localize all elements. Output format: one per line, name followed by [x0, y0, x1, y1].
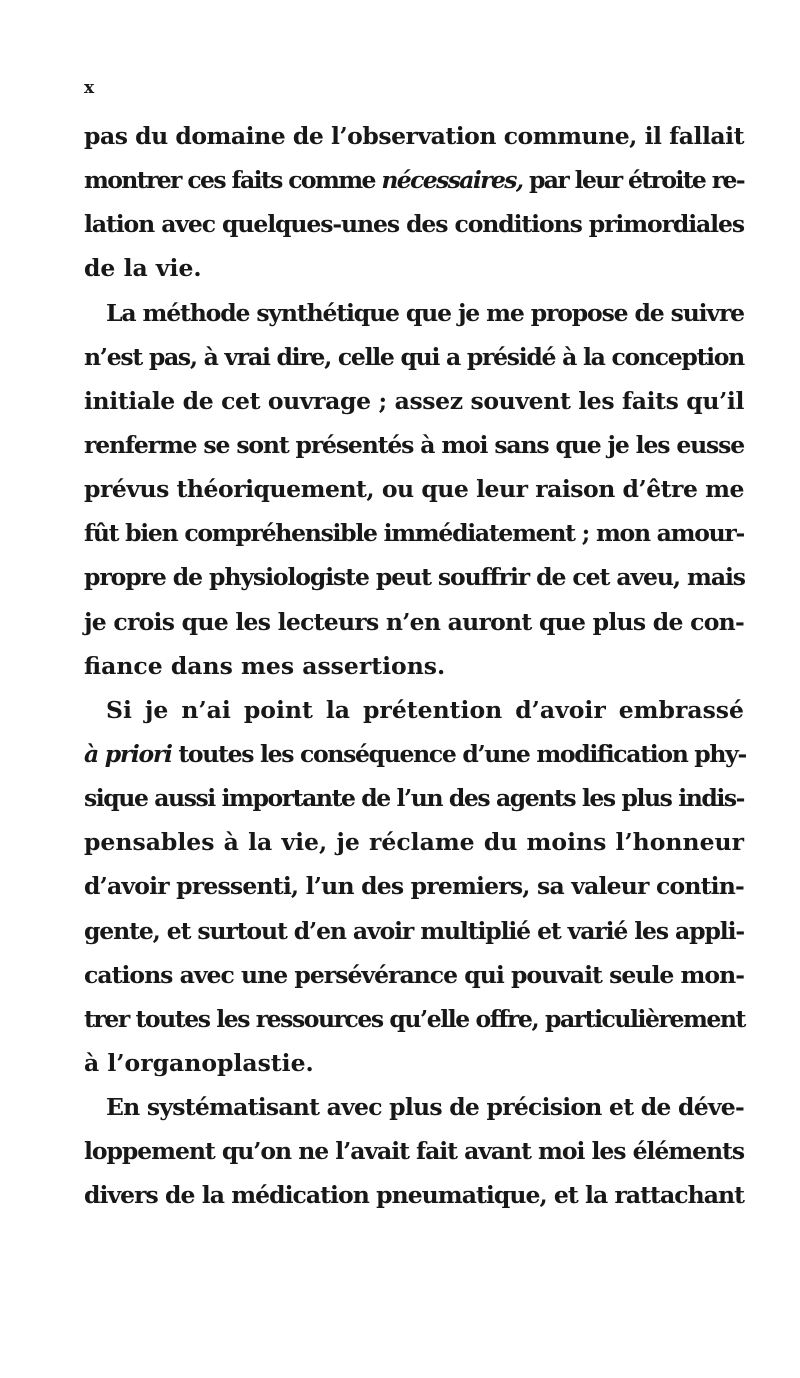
- text-span: montrer ces faits comme: [84, 166, 382, 195]
- text-line: loppement qu’on ne l’avait fait avant moi les éléments: [84, 1137, 744, 1166]
- paragraph-end-line: de la vie.: [84, 254, 202, 283]
- text-line: initiale de cet ouvrage ; assez souvent les faits qu’il: [84, 386, 744, 415]
- paragraph-end-line: fiance dans mes assertions.: [84, 651, 446, 680]
- text-line: [84, 158, 744, 202]
- text-line: sique aussi importante de l’un des agents les plus indis-: [84, 784, 744, 813]
- text-line: lation avec quelques-unes des conditions primordiales: [84, 210, 744, 239]
- text-line: n’est pas, à vrai dire, celle qui a présidé à la conception: [84, 342, 744, 371]
- text-line: prévus théoriquement, ou que leur raison d’être me: [84, 475, 744, 504]
- text-line: [84, 732, 744, 776]
- text-line: je crois que les lecteurs n’en auront que plus de con-: [84, 607, 744, 636]
- paragraph-start-line: La méthode synthétique que je me propose de suivre: [106, 298, 744, 327]
- text-span: par leur étroite re-: [522, 166, 744, 195]
- page-number: x: [84, 78, 95, 98]
- body-text: [84, 114, 744, 1218]
- text-span: toutes les conséquence d’une modification phy-: [171, 739, 746, 768]
- italic-text: nécessaires,: [381, 166, 523, 195]
- text-line: pensables à la vie, je réclame du moins l’honneur: [84, 828, 744, 857]
- text-line: cations avec une persévérance qui pouvait seule mon-: [84, 960, 744, 989]
- paragraph-end-line: à l’organoplastie.: [84, 1048, 314, 1077]
- paragraph-start-line: En systématisant avec plus de précision et de déve-: [106, 1093, 744, 1122]
- text-line: propre de physiologiste peut souffrir de cet aveu, mais: [84, 563, 745, 592]
- paragraph-start-line: Si je n’ai point la prétention d’avoir embrassé: [106, 695, 744, 724]
- text-line: trer toutes les ressources qu’elle offre, particulièrement: [84, 1004, 745, 1033]
- text-line: d’avoir pressenti, l’un des premiers, sa valeur contin-: [84, 872, 744, 901]
- text-line: renferme se sont présentés à moi sans que je les eusse: [84, 430, 744, 459]
- text-line: divers de la médication pneumatique, et la rattachant: [84, 1181, 744, 1210]
- text-line: pas du domaine de l’observation commune, il fallait: [84, 122, 744, 150]
- text-line: gente, et surtout d’en avoir multiplié et varié les appli-: [84, 916, 744, 945]
- italic-text: à priori: [84, 739, 172, 768]
- text-line: fût bien compréhensible immédiatement ; mon amour-: [84, 519, 744, 548]
